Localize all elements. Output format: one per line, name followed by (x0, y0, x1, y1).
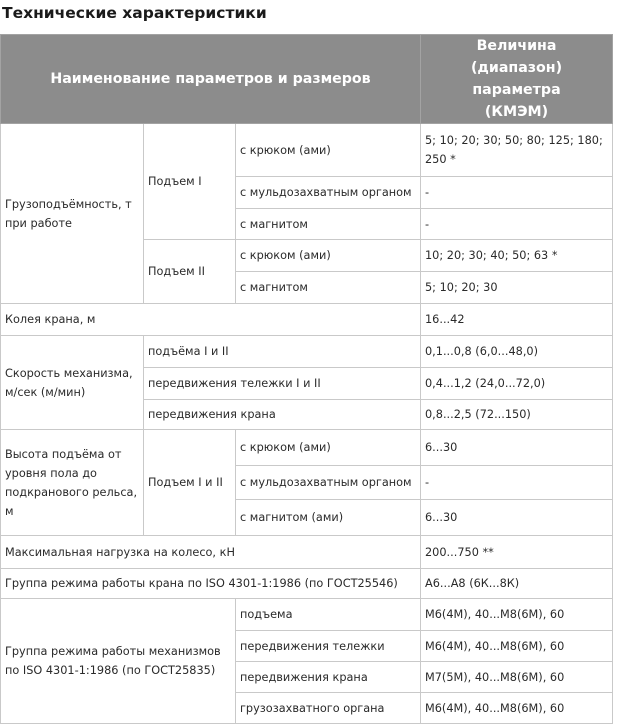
table-row (1, 536, 613, 569)
height-grab-label: с мульдозахватным органом (236, 466, 421, 500)
lift2-magnet-value: 5; 10; 20; 30 (421, 272, 613, 304)
table-row (1, 336, 613, 368)
mech-grab-label: грузозахватного органа (236, 693, 421, 724)
mech-trolley-label: передвижения тележки (236, 631, 421, 662)
height-label: Высота подъёма от уровня пола до подкранового рельса, м (1, 430, 144, 536)
header-param: Наименование параметров и размеров (1, 35, 421, 124)
speed-crane-label: передвижения крана (144, 400, 421, 430)
gauge-value: 16...42 (421, 304, 613, 336)
gauge-label: Колея крана, м (1, 304, 421, 336)
table-row (1, 124, 613, 177)
lift2-magnet-label: с магнитом (236, 272, 421, 304)
speed-trolley-value: 0,4...1,2 (24,0...72,0) (421, 368, 613, 400)
table-row (1, 430, 613, 466)
mech-lift-label: подъема (236, 599, 421, 631)
mech-crane-value: М7(5М), 40...М8(6М), 60 (421, 662, 613, 693)
lift1-magnet-label: с магнитом (236, 209, 421, 240)
height-hook-label: с крюком (ами) (236, 430, 421, 466)
page-title: Технические характеристики (2, 4, 267, 22)
mech-mode-label: Группа режима работы механизмов по ISO 4301-1:1986 (по ГОСТ25835) (1, 599, 236, 724)
header-value: Величина (диапазон) параметра (КМЭМ) (421, 35, 613, 124)
mech-crane-label: передвижения крана (236, 662, 421, 693)
height-grab-value: - (421, 466, 613, 500)
height-sub-label: Подъем I и II (144, 430, 236, 536)
crane-mode-value: А6...А8 (6К...8К) (421, 569, 613, 599)
wheel-load-value: 200...750 ** (421, 536, 613, 569)
mech-lift-value: М6(4М), 40...М8(6М), 60 (421, 599, 613, 631)
lift1-grab-value: - (421, 177, 613, 209)
wheel-load-label: Максимальная нагрузка на колесо, кН (1, 536, 421, 569)
lift1-hook-label: с крюком (ами) (236, 124, 421, 177)
lift1-grab-label: с мульдозахватным органом (236, 177, 421, 209)
crane-mode-label: Группа режима работы крана по ISO 4301-1:1986 (по ГОСТ25546) (1, 569, 421, 599)
mech-grab-value: М6(4М), 40...М8(6М), 60 (421, 693, 613, 724)
capacity-label: Грузоподъёмность, т при работе (1, 124, 144, 304)
speed-lift-label: подъёма I и II (144, 336, 421, 368)
table-row (1, 569, 613, 599)
speed-lift-value: 0,1...0,8 (6,0...48,0) (421, 336, 613, 368)
table-header-row (1, 35, 613, 124)
height-magnet-value: 6...30 (421, 500, 613, 536)
speed-label: Скорость механизма, м/сек (м/мин) (1, 336, 144, 430)
speed-trolley-label: передвижения тележки I и II (144, 368, 421, 400)
lift1-hook-value: 5; 10; 20; 30; 50; 80; 125; 180; 250 * (421, 124, 613, 177)
lift2-hook-value: 10; 20; 30; 40; 50; 63 * (421, 240, 613, 272)
lift2-label: Подъем II (144, 240, 236, 304)
lift1-label: Подъем I (144, 124, 236, 240)
mech-trolley-value: М6(4М), 40...М8(6М), 60 (421, 631, 613, 662)
height-hook-value: 6...30 (421, 430, 613, 466)
table-row (1, 599, 613, 631)
lift2-hook-label: с крюком (ами) (236, 240, 421, 272)
table-row (1, 304, 613, 336)
lift1-magnet-value: - (421, 209, 613, 240)
height-magnet-label: с магнитом (ами) (236, 500, 421, 536)
speed-crane-value: 0,8...2,5 (72...150) (421, 400, 613, 430)
spec-table (0, 34, 613, 724)
